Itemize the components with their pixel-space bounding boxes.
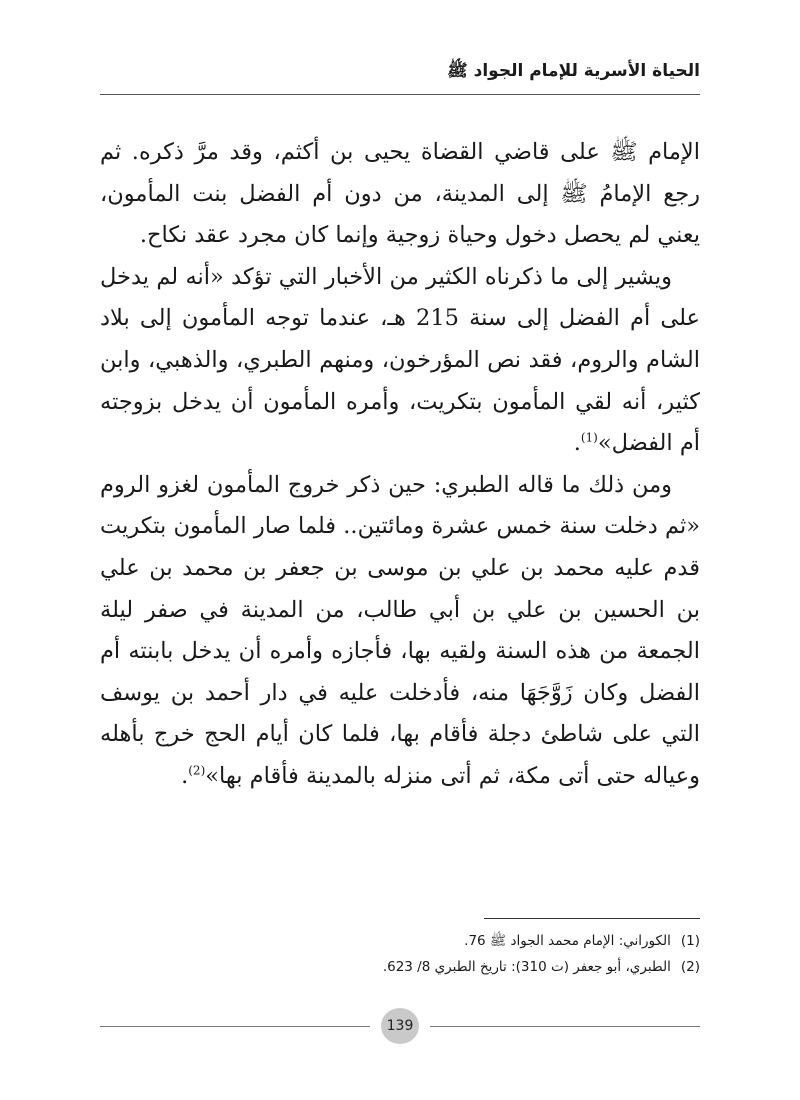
paragraph-3-tail: . <box>181 762 189 789</box>
footnote-text: الكوراني: الإمام محمد الجواد ﷺ 76. <box>464 933 671 949</box>
paragraph-2-tail: . <box>573 430 581 457</box>
header-title: الحياة الأسرية للإمام الجواد ﷺ <box>447 61 700 81</box>
footnotes <box>100 928 700 980</box>
running-header <box>100 58 700 95</box>
footnote-text: الطبري، أبو جعفر (ت 310): تاريخ الطبري 8/ 623. <box>382 959 671 975</box>
footnote-ref-2[interactable]: (2) <box>188 763 206 778</box>
page-number-area <box>100 1008 700 1044</box>
page-number-rule-left <box>100 1026 370 1027</box>
paragraph-2 <box>100 257 700 465</box>
paragraph-3 <box>100 465 700 798</box>
footnote-number: (2) <box>680 959 700 975</box>
footnote-1 <box>100 928 700 954</box>
paragraph-3-text: ومن ذلك ما قاله الطبري: حين ذكر خروج المأمون لغزو الروم «ثم دخلت سنة خمس عشرة ومائتين.. فلما صار المأمون بتكريت قدم عليه محمد بن علي بن موسى بن جعفر بن محمد بن علي بن الحسين بن علي بن أبي طالب، من المدينة في صفر ليلة الجمعة من هذه السنة ولقيه بها، فأجازه وأمره أن يدخل بابنته أم الفضل وكان زَوَّجَهَا منه، فأدخلت عليه في دار أحمد بن يوسف التي على شاطئ دجلة فأقام بها، فلما كان أيام الحج خرج بأهله وعياله حتى أتى مكة، ثم أتى منزله بالمدينة فأقام بها» <box>100 471 700 789</box>
paragraph-1-text: الإمام ﷺ على قاضي القضاة يحيى بن أكثم، وقد مرَّ ذكره. ثم رجع الإمامُ ﷺ إلى المدينة، من دون أم الفضل بنت المأمون، يعني لم يحصل دخول وحياة زوجية وإنما كان مجرد عقد نكاح. <box>100 139 700 249</box>
footnote-2 <box>100 954 700 980</box>
paragraph-1 <box>100 132 700 257</box>
footnote-ref-1[interactable]: (1) <box>580 430 598 445</box>
body-text <box>100 132 700 798</box>
footnote-divider <box>484 918 700 919</box>
footnote-number: (1) <box>680 933 700 949</box>
paragraph-2-text: ويشير إلى ما ذكرناه الكثير من الأخبار التي تؤكد «أنه لم يدخل على أم الفضل إلى سنة 215 هـ، عندما توجه المأمون إلى بلاد الشام والروم، فقد نص المؤرخون، ومنهم الطبري، والذهبي، وابن كثير، أنه لقي المأمون بتكريت، وأمره المأمون أن يدخل بزوجته أم الفضل» <box>100 263 700 457</box>
page-number: 139 <box>381 1008 419 1044</box>
page-number-rule-right <box>430 1026 700 1027</box>
